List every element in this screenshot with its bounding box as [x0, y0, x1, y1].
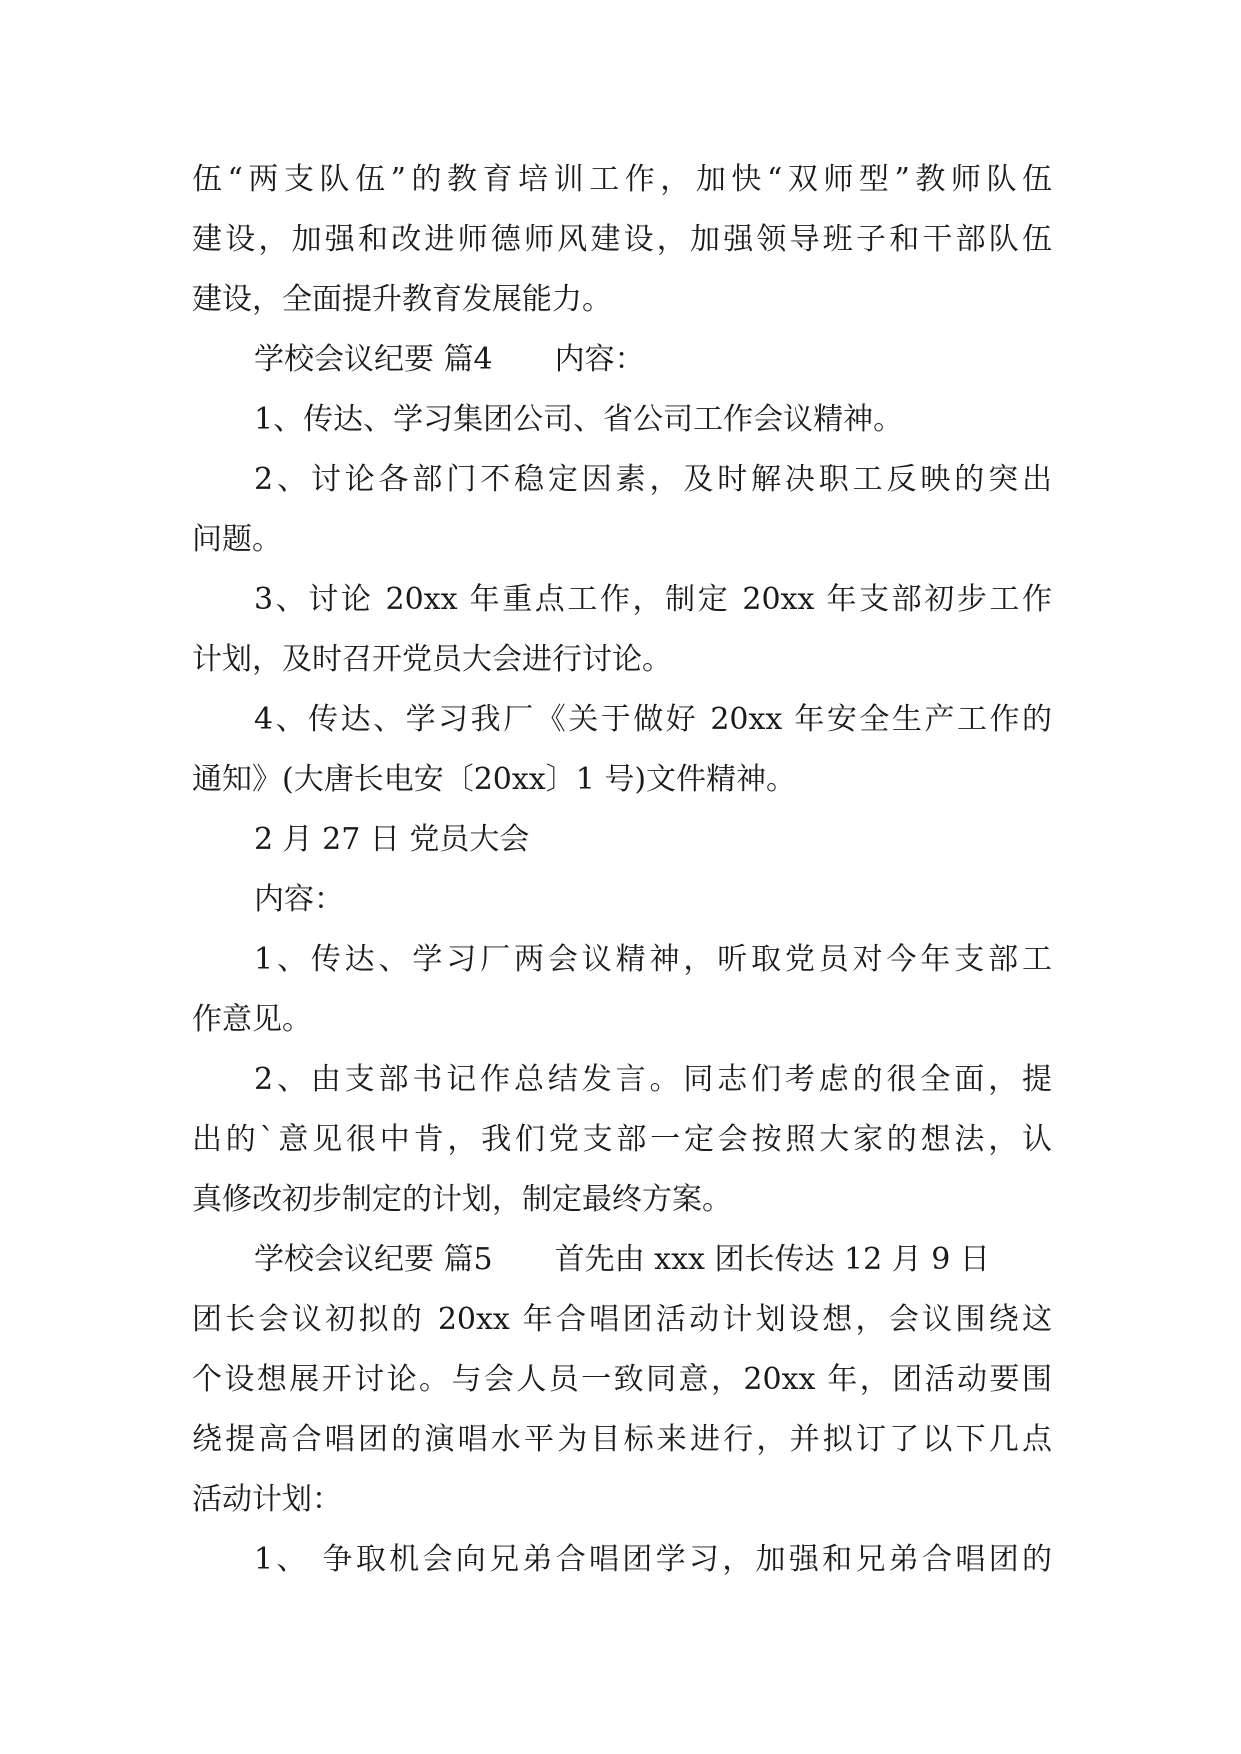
- text-line: 真修改初步制定的计划，制定最终方案。: [192, 1182, 732, 1217]
- text-line: 个设想展开讨论。与会人员一致同意，20xx 年，团活动要围: [192, 1362, 1052, 1397]
- section-title: 学校会议纪要 篇5: [254, 1242, 493, 1277]
- list-item: [192, 690, 1052, 810]
- section-label: 内容：: [554, 342, 645, 377]
- text-line: 首先由 xxx 团长传达 12 月 9 日: [554, 1242, 990, 1277]
- text-line: 计划，及时召开党员大会进行讨论。: [192, 642, 672, 677]
- text-line: 活动计划：: [192, 1482, 342, 1517]
- text-line: 绕提高合唱团的演唱水平为目标来进行，并拟订了以下几点: [192, 1422, 1052, 1457]
- list-item: [192, 930, 1052, 1050]
- section-title: 学校会议纪要 篇4: [254, 342, 493, 377]
- text-line: 1、传达、学习厂两会议精神，听取党员对今年支部工: [254, 942, 1052, 977]
- section-heading: [192, 1230, 1052, 1290]
- text-line: 2、讨论各部门不稳定因素，及时解决职工反映的突出: [254, 462, 1052, 497]
- text-line: 团长会议初拟的 20xx 年合唱团活动计划设想，会议围绕这: [192, 1302, 1052, 1337]
- list-item: [192, 450, 1052, 570]
- list-item: [192, 1530, 1052, 1590]
- text-line: 通知》(大唐长电安〔20xx〕1 号)文件精神。: [192, 762, 797, 797]
- content-label: 内容：: [254, 882, 344, 917]
- document-body: [192, 150, 1052, 1590]
- meeting-date: 2 月 27 日 党员大会: [254, 822, 530, 857]
- list-item: [192, 1050, 1052, 1230]
- text-line: 出的`意见很中肯，我们党支部一定会按照大家的想法，认: [192, 1122, 1052, 1157]
- paragraph: [192, 150, 1052, 330]
- text-line: 1、 争取机会向兄弟合唱团学习，加强和兄弟合唱团的: [254, 1542, 1052, 1577]
- text-line: 作意见。: [192, 1002, 312, 1037]
- text-line: 1、传达、学习集团公司、省公司工作会议精神。: [254, 402, 904, 437]
- list-item: [192, 570, 1052, 690]
- text-line: 4、传达、学习我厂《关于做好 20xx 年安全生产工作的: [254, 702, 1052, 737]
- section-heading: [192, 330, 1052, 390]
- list-item: [192, 390, 1052, 450]
- text-line: 3、讨论 20xx 年重点工作，制定 20xx 年支部初步工作: [254, 582, 1052, 617]
- text-line: 2、由支部书记作总结发言。同志们考虑的很全面，提: [254, 1062, 1052, 1097]
- paragraph: [192, 1230, 1052, 1530]
- text-line: 建设，加强和改进师德师风建设，加强领导班子和干部队伍: [192, 222, 1052, 257]
- text-line: 伍“两支队伍”的教育培训工作，加快“双师型”教师队伍: [192, 162, 1052, 197]
- text-line: 问题。: [192, 522, 282, 557]
- text-line: 建设，全面提升教育发展能力。: [192, 282, 612, 317]
